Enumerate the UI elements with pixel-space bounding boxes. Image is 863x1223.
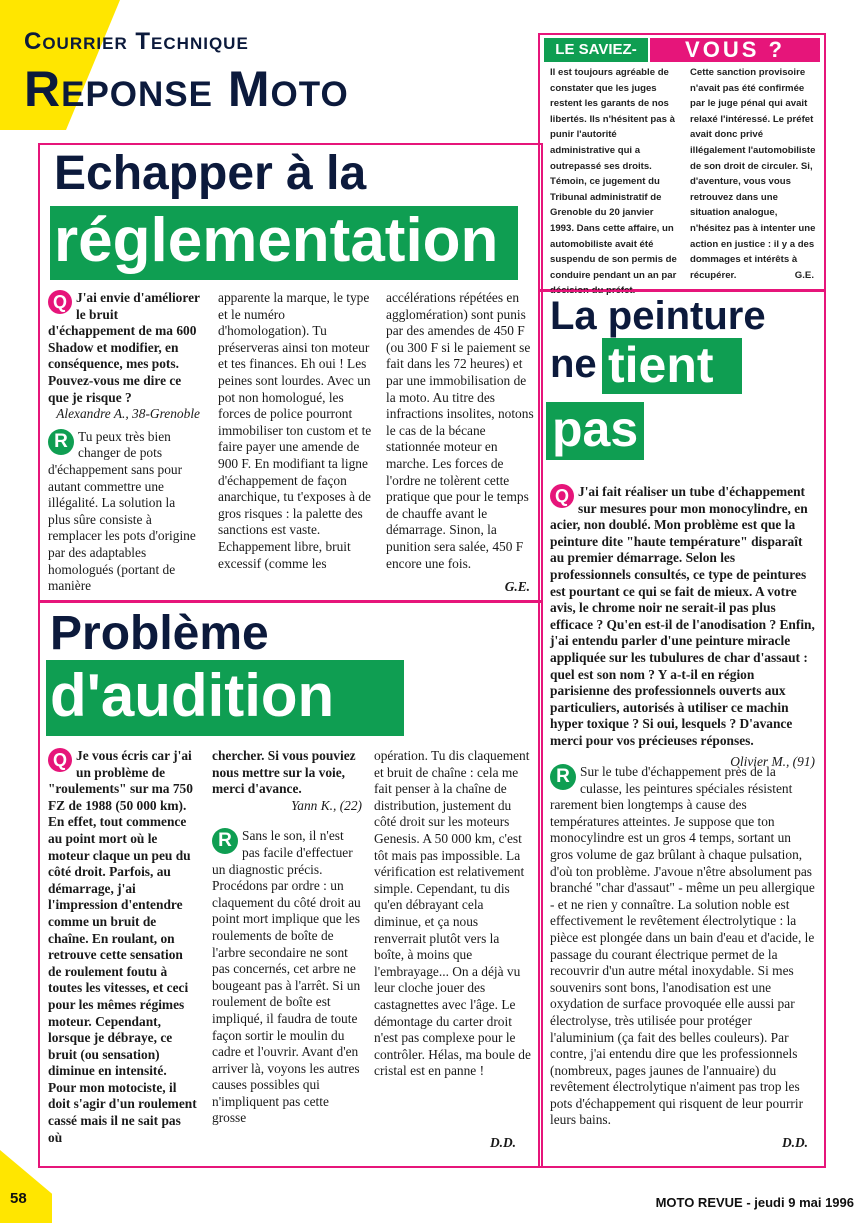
article-col3: accélérations répétées en agglomération) sont punis par des amendes de 450 F (ou 300 F si le paiement se fait dans les 72 heures) et par une immobilisation de la moto. Au titre des infractions insolites, notons le cas de la bécane stationnée moteur en marche. Les forces de l'ordre ne tolèrent cette pratique que pour le temps de chauffe avant le démarrage. Sinon, la punition sera salée, 450 F encore une fois. <box>386 290 534 571</box>
section-kicker: Courrier Technique <box>24 28 249 55</box>
answer-text: Sans le son, il n'est pas facile d'effectuer un diagnostic précis. Procédons par ordre : un claquement du côté droit au point mort implique que les roulements de boîte de l'arbre secondaire ne sont pas concernés, cet arbre ne bougeant pas à l'arrêt. Si un roulement de boîte est impliqué, il faudra de toute façon sortir le moulin du cadre et l'ouvrir. Avant d'en arriver là, voyons les autres causes possibles qui n'impliquent pas cette grosse <box>212 828 361 1126</box>
article-col1 <box>48 290 200 595</box>
reader-question: Je vous écris car j'ai un problème de "roulements" sur ma 750 FZ de 1988 (50 000 km). En effet, tout commence au point mort où le moteur claque un peu du côté droit. Parfois, au démarrage, j'ai l'impression d'entendre comme un bruit de chaîne. En roulant, on retrouve cette sensation de roulement foutu à toutes les vitesses, et ceci pour les mêmes régimes moteur. Cependant, lorsque je débraye, ce bruit (ou sensation) diminue en intensité. Pour mon motociste, il doit s'agir d'un roulement cassé mais il ne sait pas où <box>48 748 197 1145</box>
article-title-band: tient <box>602 338 742 394</box>
did-you-know-text-col1: Il est toujours agréable de constater que les juges restent les garants de nos libertés. Ils n'hésitent pas à punir l'autorité administrative qui a outrepassé ses droits. Témoin, ce jugement du Tribunal administratif de Grenoble du 20 janvier 1993. Dans cette affaire, un automobiliste avait été suspendu de son permis de conduire pendant un an par décision du préfet. <box>550 67 677 297</box>
reader-question: J'ai envie d'améliorer le bruit d'échappement de ma 600 Shadow et modifier, en conséquence, mes pots. Pouvez-vous me dire ce que je risque ? <box>48 290 200 405</box>
did-you-know-signature: G.E. <box>794 270 814 281</box>
article-question-block <box>550 484 815 769</box>
did-you-know-box <box>538 33 826 297</box>
article-title: La peinture <box>550 294 766 338</box>
article-col3: opération. Tu dis claquement et bruit de chaîne : cela me fait penser à la chaîne de distribution, justement du côté droit sur les moteurs Genesis. A 50 000 km, c'est tôt mais pas impossible. La vérification est relativement simple. Cependant, tu dis qu'en débrayant cela diminue, et ça nous renverrait plutôt vers la boîte, à moins que l'embrayage... On a déjà vu leur cloche jouer des castagnettes avec l'âge. Le démontage du carter droit n'est pas complexe pour le contrôler. Hélas, ma boule de cristal est en panne ! <box>374 748 531 1079</box>
did-you-know-heading-accent: VOUS ? <box>650 38 820 62</box>
article-title-word: ne <box>550 342 597 386</box>
did-you-know-heading: LE SAVIEZ- <box>544 38 648 62</box>
answer-marker: R <box>550 764 576 790</box>
question-marker: Q <box>48 748 72 772</box>
answer-marker: R <box>212 828 238 854</box>
article-signature: G.E. <box>504 579 530 594</box>
article-title: Echapper à la <box>54 147 367 200</box>
article-col1 <box>48 748 198 1158</box>
article-title-band: pas <box>546 402 644 460</box>
question-marker: Q <box>550 484 574 508</box>
answer-text: Sur le tube d'échappement près de la culasse, les peintures spéciales résistent rarement bien longtemps à cause des températures atteintes. Je suppose que ton monocylindre est un gros 4 temps, sortant un gros volume de gaz brûlant à chaque pulsation, d'où ton problème. J'avoue n'être absolument pas branché "char d'assaut" - même un peu allergique - et ne rien y connaître. La solution noble est effectivement le revêtement électrolytique : la pièce est plongée dans un bain d'eau et d'acide, le passage du courant électrique permet de la recouvrir d'un autre métal inoxydable. Si mes souvenirs sont bons, l'anodisation est une oxydation de surface provoquée elle aussi par électrolyse, très utilisée pour protéger l'aluminium (ça fait des belles couleurs). Par contre, j'ai entendu dire que les professionnels (nombreux, pages jaunes de l'annuaire) du revêtement électrolytique n'aiment pas trop les pots d'échappement qui risquent de leur pourrir leurs bains. <box>550 764 815 1128</box>
question-author: Yann K., (22) <box>291 797 362 813</box>
article-col2 <box>212 748 362 1158</box>
question-marker: Q <box>48 290 72 314</box>
article-answer-block <box>550 764 815 1132</box>
article-title-band: d'audition <box>46 660 404 736</box>
answer-text: Tu peux très bien changer de pots d'échappement sans pour autant commettre une illégalité. La solution la plus sûre consiste à remplacer les pots d'origine par des adaptables homologués (portant de manière <box>48 428 196 594</box>
article-title-band: réglementation <box>50 206 518 280</box>
did-you-know-text-col2: Cette sanction provisoire n'avait pas été confirmée par le juge pénal qui avait relaxé l'intéressé. Le préfet avait donc privé illégalement l'automobiliste de son droit de circuler. Si, d'aventure, vous vous retrouvez dans une situation analogue, n'hésitez pas à intenter une action en justice : il y a des dommages et intérêts à récupérer. <box>690 67 816 281</box>
section-title: Reponse Moto <box>24 61 349 117</box>
article-title: Problème <box>50 607 269 660</box>
publication-line: MOTO REVUE - jeudi 9 mai 1996 <box>655 1195 854 1210</box>
page-number: 58 <box>10 1190 27 1207</box>
question-author: Alexandre A., 38-Grenoble <box>56 406 200 422</box>
reader-question: J'ai fait réaliser un tube d'échappement sur mesures pour mon monocylindre, en acier, non doublé. Mon problème est que la peinture dite "haute température" disparaît au premier démarrage. Selon les professionnels consultés, ce type de peintures est pourtant ce qui se fait de mieux. A votre avis, le chrome noir ne serait-il pas plus efficace ? Qu'en est-il de l'anodisation ? Enfin, j'ai entendu parler d'une peinture miracle appliquée sur les tubulures de char d'assaut : quel est son nom ? Y a-t-il en région parisienne des professionnels ouverts aux particuliers, autorisés à utiliser ce machin hyper toxique ? Si oui, lesquels ? D'avance merci pour vos précieuses réponses. <box>550 484 815 748</box>
article-signature: D.D. <box>489 1135 516 1150</box>
answer-marker: R <box>48 429 74 455</box>
article-col2: apparente la marque, le type et le numéro d'homologation). Tu préserveras ainsi ton moteur et tes finances. Eh oui ! Les peines sont lourdes. Avec un pot non homologué, les forces de police pourront immobiliser ton custom et te faire payer une amende de 900 F. En modifiant ta ligne d'échappement de façon anarchique, tu t'exposes à de gros risques : la palette des sanctions est vaste. Echappement libre, bruit excessif (comme les <box>218 290 372 571</box>
question-author: Olivier M., (91) <box>730 753 815 769</box>
article-signature: D.D. <box>781 1135 808 1150</box>
reader-question-continued: chercher. Si vous pouviez nous mettre sur la voie, merci d'avance. <box>212 748 356 797</box>
